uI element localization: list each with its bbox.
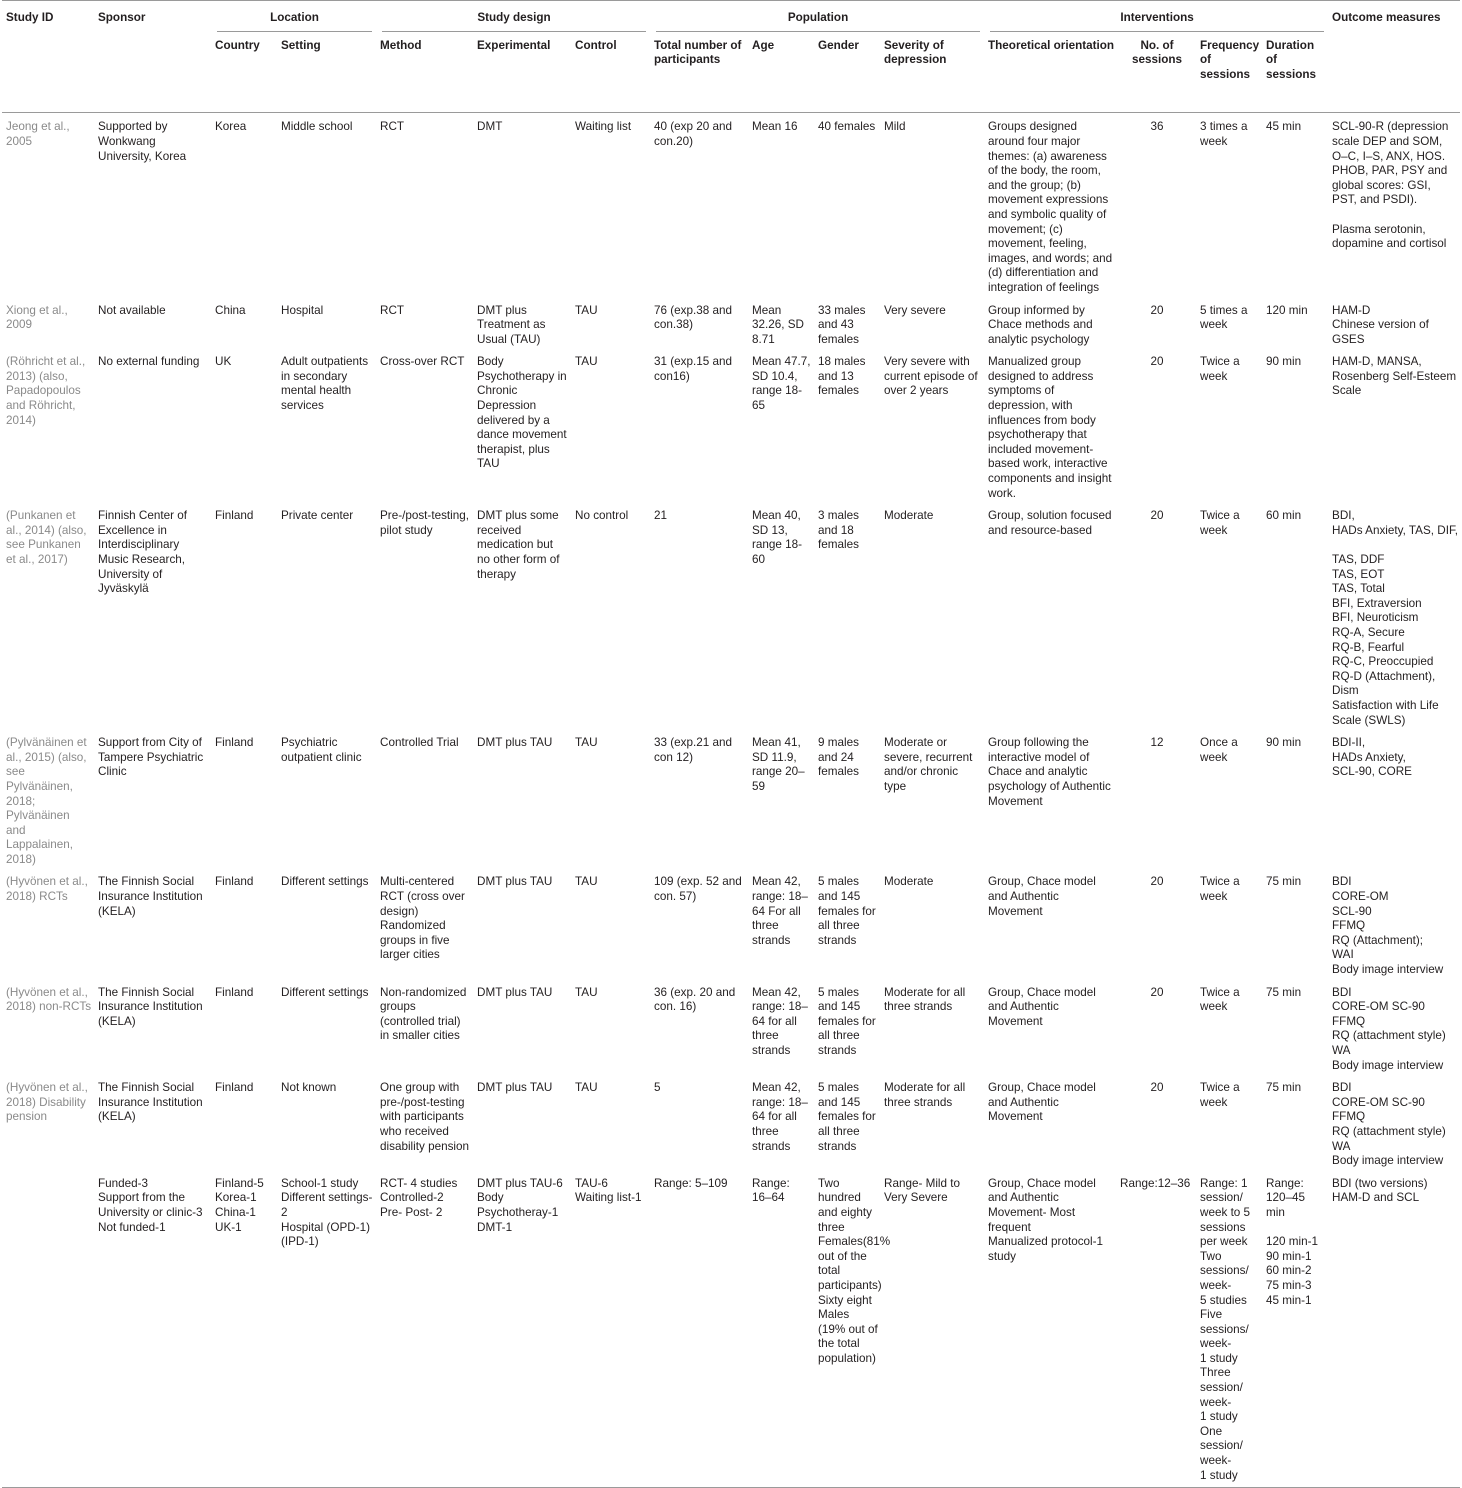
- cell-severity: Moderate or severe, recurrent and/or chronic type: [884, 736, 973, 793]
- cell-gender: 5 males and 145 females for all three strands: [818, 985, 876, 1057]
- cell-total: 5: [654, 1081, 661, 1095]
- table-row: [2, 352, 1460, 506]
- cell-control: TAU: [575, 985, 598, 999]
- cell-line: Not funded-1: [98, 1220, 166, 1234]
- header-population: Population: [650, 1, 984, 37]
- cell-severity: Mild: [884, 120, 906, 134]
- cell-duration: 75 min: [1266, 875, 1302, 889]
- cell-line: DMT plus TAU-6: [477, 1176, 563, 1190]
- cell-line: Body image interview: [1332, 963, 1444, 977]
- cell-line: Plasma serotonin, dopamine and cortisol: [1332, 222, 1447, 251]
- cell-severity: Moderate: [884, 875, 934, 889]
- cell-gender: 18 males and 13 females: [818, 355, 866, 398]
- cell-country: Finland: [215, 736, 254, 750]
- cell-sessions: 20: [1150, 303, 1164, 317]
- cell-line: Three session/ week-: [1200, 1366, 1243, 1409]
- cell-line: CORE-OM: [1332, 890, 1389, 904]
- cell-line: RQ (attachment style): [1332, 1124, 1446, 1138]
- table-row: [2, 733, 1460, 872]
- cell-country: China: [215, 303, 246, 317]
- cell-study-id: (Pylvänäinen et al., 2015) (also, see Pylvänäinen, 2018; Pylvänäinen and Lappalainen, 2018): [6, 736, 87, 866]
- cell-line: Manualized protocol-1 study: [988, 1235, 1104, 1263]
- cell-line: CORE-OM SC-90: [1332, 1000, 1425, 1014]
- cell-severity: Moderate for all three strands: [884, 1081, 966, 1109]
- cell-line: 60 min-2: [1266, 1264, 1312, 1278]
- cell-duration: 75 min: [1266, 1081, 1302, 1095]
- cell-sessions: 12: [1150, 736, 1164, 750]
- cell-duration: 90 min: [1266, 355, 1302, 369]
- header-outcome: Outcome measures: [1328, 1, 1460, 113]
- cell-setting: Different settings: [281, 985, 369, 999]
- cell-line: 90 min-1: [1266, 1249, 1312, 1263]
- cell-sponsor: The Finnish Social Insurance Institution (KELA): [98, 985, 203, 1028]
- cell-theory: Group, solution focused and resource-based: [988, 509, 1112, 537]
- cell-line: WA: [1332, 1044, 1351, 1057]
- summary-theory: [984, 1174, 1116, 1488]
- cell-line: Body Psychotheray-1: [477, 1191, 559, 1219]
- cell-line: Range: 1 session/ week to 5 sessions per week: [1200, 1176, 1251, 1249]
- cell-line: Two sessions/ week-: [1200, 1249, 1249, 1292]
- cell-study-id: (Hyvönen et al., 2018) Disability pension: [6, 1081, 88, 1124]
- cell-line: Range:12–36: [1120, 1176, 1191, 1190]
- cell-frequency: Twice a week: [1200, 875, 1240, 904]
- cell-sponsor: Supported by Wonkwang University, Korea: [98, 120, 187, 163]
- cell-outcome: [1328, 301, 1460, 353]
- cell-line: RCT- 4 studies: [380, 1176, 458, 1190]
- summary-sponsor: [94, 1174, 211, 1488]
- cell-line: RQ (attachment style): [1332, 1029, 1446, 1043]
- cell-sponsor: The Finnish Social Insurance Institution (KELA): [98, 875, 203, 918]
- cell-line: China-1: [215, 1205, 256, 1219]
- cell-line: BFI, Neuroticism: [1332, 611, 1419, 625]
- cell-line: SCL-90, CORE: [1332, 765, 1412, 779]
- cell-experimental: DMT plus some received medication but no other form of therapy: [477, 509, 560, 581]
- cell-study-id: (Röhricht et al., 2013) (also, Papadopoulos and Röhricht, 2014): [6, 355, 86, 427]
- cell-theory: Group, Chace model and Authentic Movement: [988, 875, 1096, 918]
- cell-line: BDI-II,: [1332, 736, 1366, 750]
- table-row: [2, 506, 1460, 733]
- header-gender: Gender: [814, 37, 880, 113]
- cell-line: BFI, Extraversion: [1332, 596, 1422, 610]
- header-setting: Setting: [277, 37, 376, 113]
- cell-total: 33 (exp.21 and con 12): [654, 736, 732, 764]
- table-body: [2, 113, 1460, 1488]
- cell-line: BDI,: [1332, 509, 1355, 523]
- cell-line: Chinese version of GSES: [1332, 318, 1429, 346]
- cell-experimental: DMT plus TAU: [477, 985, 553, 999]
- cell-experimental: DMT plus TAU: [477, 1081, 553, 1095]
- cell-line: RQ-C, Preoccupied: [1332, 655, 1434, 669]
- cell-duration: 60 min: [1266, 509, 1302, 523]
- cell-method: Controlled Trial: [380, 736, 459, 750]
- cell-study-id: Jeong et al., 2005: [6, 120, 70, 148]
- cell-line: [1266, 1221, 1326, 1236]
- cell-line: 45 min-1: [1266, 1293, 1312, 1307]
- cell-outcome: [1328, 733, 1460, 872]
- cell-severity: Moderate for all three strands: [884, 985, 966, 1014]
- cell-line: Controlled-2: [380, 1191, 444, 1205]
- cell-line: HAM-D: [1332, 303, 1371, 317]
- summary-method: [376, 1174, 473, 1488]
- cell-line: Range: 120–45 min: [1266, 1176, 1306, 1219]
- summary-outcome: [1328, 1174, 1460, 1488]
- cell-sessions: 20: [1150, 509, 1164, 523]
- cell-age: Mean 41, SD 11.9, range 20–59: [752, 736, 805, 793]
- cell-line: Pre- Post- 2: [380, 1205, 443, 1219]
- cell-sessions: 20: [1150, 1081, 1164, 1095]
- summary-country: [211, 1174, 277, 1488]
- cell-line: Range: 16–64: [752, 1176, 790, 1205]
- cell-line: Five sessions/ week-: [1200, 1308, 1249, 1351]
- cell-outcome: [1328, 872, 1460, 982]
- cell-line: [1332, 208, 1458, 223]
- cell-duration: 90 min: [1266, 736, 1302, 750]
- cell-method: RCT: [380, 303, 405, 317]
- cell-sessions: 20: [1150, 355, 1164, 369]
- cell-method: One group with pre-/post-testing with participants who received disability pension: [380, 1081, 470, 1153]
- studies-table: [2, 0, 1460, 1488]
- cell-sessions: 36: [1150, 120, 1164, 134]
- cell-line: [1332, 538, 1458, 553]
- cell-setting: Hospital: [281, 303, 324, 317]
- cell-outcome: [1328, 1078, 1460, 1174]
- cell-line: Korea-1: [215, 1191, 257, 1205]
- cell-setting: Private center: [281, 509, 354, 523]
- table-row: [2, 872, 1460, 982]
- cell-line: Sixty eight Males (19% out of the total population): [818, 1293, 878, 1365]
- cell-gender: 3 males and 18 females: [818, 509, 859, 552]
- cell-frequency: Twice a week: [1200, 1081, 1240, 1109]
- cell-sponsor: Support from City of Tampere Psychiatric Clinic: [98, 736, 204, 779]
- cell-experimental: DMT plus TAU: [477, 736, 553, 750]
- cell-setting: Adult outpatients in secondary mental health services: [281, 355, 369, 413]
- cell-line: RQ-A, Secure: [1332, 625, 1405, 639]
- header-sponsor: Sponsor: [94, 1, 211, 113]
- cell-line: 5 studies: [1200, 1293, 1247, 1307]
- cell-experimental: Body Psychotherapy in Chronic Depression delivered by a dance movement therapist, plus TAU: [477, 355, 567, 471]
- cell-severity: Very severe: [884, 303, 946, 317]
- header-study-design: Study design: [376, 1, 650, 37]
- cell-line: Finland-5: [215, 1176, 264, 1190]
- cell-line: SCL-90-R (depression scale DEP and SOM, O–C, I–S, ANX, HOS. PHOB, PAR, PSY and global scores: GSI, PST, and PSDI).: [1332, 120, 1449, 207]
- cell-gender: 9 males and 24 females: [818, 736, 859, 779]
- cell-outcome: [1328, 506, 1460, 733]
- table-row: [2, 983, 1460, 1079]
- cell-sessions: 20: [1150, 985, 1164, 999]
- header-experimental: Experimental: [473, 37, 571, 113]
- cell-study-id: (Punkanen et al., 2014) (also, see Punkanen et al., 2017): [6, 509, 87, 566]
- cell-duration: 75 min: [1266, 985, 1302, 999]
- cell-control: Waiting list: [575, 120, 632, 134]
- cell-control: TAU: [575, 736, 598, 750]
- cell-line: FFMQ: [1332, 1110, 1366, 1124]
- cell-control: No control: [575, 509, 629, 523]
- cell-line: 120 min-1: [1266, 1235, 1319, 1249]
- cell-theory: Group, Chace model and Authentic Movement: [988, 1081, 1096, 1124]
- header-control: Control: [571, 37, 650, 113]
- cell-line: Different settings-2: [281, 1191, 373, 1219]
- header-method: Method: [376, 37, 473, 113]
- cell-country: Finland: [215, 985, 254, 999]
- header-sessions: No. of sessions: [1116, 37, 1196, 113]
- cell-sponsor: No external funding: [98, 355, 200, 369]
- cell-line: Body image interview: [1332, 1154, 1444, 1168]
- summary-row: [2, 1174, 1460, 1488]
- cell-line: Waiting list-1: [575, 1191, 642, 1205]
- cell-total: 109 (exp. 52 and con. 57): [654, 875, 742, 904]
- header-duration: Duration of sessions: [1262, 37, 1328, 113]
- cell-line: Hospital (OPD-1) (IPD-1): [281, 1220, 370, 1249]
- summary-age: [748, 1174, 814, 1488]
- cell-line: FFMQ: [1332, 919, 1366, 933]
- cell-line: SCL-90: [1332, 904, 1372, 918]
- cell-outcome: [1328, 113, 1460, 301]
- cell-method: Multi-centered RCT (cross over design) Randomized groups in five larger cities: [380, 875, 465, 962]
- summary-study-id: [2, 1174, 94, 1488]
- cell-frequency: Twice a week: [1200, 509, 1240, 537]
- cell-experimental: DMT plus Treatment as Usual (TAU): [477, 303, 546, 346]
- cell-gender: 33 males and 43 females: [818, 303, 866, 346]
- cell-age: Mean 40, SD 13, range 18-60: [752, 509, 803, 566]
- cell-total: 21: [654, 509, 668, 523]
- cell-sessions: 20: [1150, 875, 1164, 889]
- cell-line: BDI (two versions): [1332, 1176, 1428, 1190]
- cell-line: Body image interview: [1332, 1058, 1444, 1072]
- cell-duration: 120 min: [1266, 303, 1308, 317]
- cell-line: DMT-1: [477, 1220, 513, 1234]
- cell-age: Mean 32.26, SD 8.71: [752, 303, 804, 346]
- cell-control: TAU: [575, 1081, 598, 1095]
- header-frequency: Frequency of sessions: [1196, 37, 1262, 113]
- cell-control: TAU: [575, 875, 598, 889]
- cell-line: Range- Mild to Very Severe: [884, 1176, 961, 1205]
- table-row: [2, 1078, 1460, 1174]
- cell-line: 1 study: [1200, 1468, 1238, 1482]
- cell-study-id: Xiong et al., 2009: [6, 303, 68, 332]
- cell-line: WAI: [1332, 948, 1354, 962]
- header-location: Location: [211, 1, 376, 37]
- cell-sponsor: Finnish Center of Excellence in Interdisciplinary Music Research, University of Jyväskylä: [98, 509, 187, 596]
- cell-line: Two hundred and eighty three Females(81% out of the total participants): [818, 1176, 891, 1292]
- cell-total: 76 (exp.38 and con.38): [654, 303, 732, 332]
- cell-country: UK: [215, 355, 232, 369]
- cell-line: Range: 5–109: [654, 1176, 728, 1190]
- cell-setting: Not known: [281, 1081, 337, 1095]
- table-row: [2, 301, 1460, 353]
- cell-line: Funded-3: [98, 1176, 149, 1190]
- cell-setting: Psychiatric outpatient clinic: [281, 736, 362, 764]
- cell-experimental: DMT plus TAU: [477, 875, 553, 889]
- cell-frequency: Twice a week: [1200, 985, 1240, 1014]
- cell-theory: Group informed by Chace methods and analytic psychology: [988, 303, 1093, 346]
- cell-gender: 40 females: [818, 120, 876, 134]
- cell-method: RCT: [380, 120, 405, 134]
- cell-line: WA: [1332, 1139, 1351, 1153]
- summary-frequency: [1196, 1174, 1262, 1488]
- cell-method: Cross-over RCT: [380, 355, 465, 369]
- header-severity: Severity of depression: [880, 37, 984, 113]
- cell-method: Pre-/post-testing, pilot study: [380, 509, 470, 537]
- cell-line: HADs Anxiety,: [1332, 750, 1406, 764]
- header-interventions: Interventions: [984, 1, 1328, 37]
- cell-theory: Group, Chace model and Authentic Movement: [988, 985, 1096, 1028]
- cell-frequency: 5 times a week: [1200, 303, 1248, 332]
- cell-setting: Middle school: [281, 120, 353, 134]
- cell-line: Satisfaction with Life Scale (SWLS): [1332, 698, 1439, 727]
- cell-frequency: Once a week: [1200, 736, 1238, 764]
- cell-line: TAS, EOT: [1332, 567, 1385, 581]
- cell-experimental: DMT: [477, 120, 503, 134]
- table-row: [2, 113, 1460, 301]
- cell-line: CORE-OM SC-90: [1332, 1095, 1425, 1109]
- header-age: Age: [748, 37, 814, 113]
- cell-total: 31 (exp.15 and con16): [654, 355, 732, 383]
- cell-sponsor: Not available: [98, 303, 166, 317]
- cell-gender: 5 males and 145 females for all three strands: [818, 1081, 876, 1153]
- cell-line: 1 study: [1200, 1410, 1238, 1424]
- summary-control: [571, 1174, 650, 1488]
- cell-theory: Groups designed around four major themes: (a) awareness of the body, the room, and the group; (b) movement expressions and symbolic quality of movement; (c) movement, feeling, images, and words; and (d) differentiation and integration of feelings: [988, 120, 1113, 294]
- cell-line: RQ-D (Attachment), Dism: [1332, 669, 1436, 698]
- cell-country: Finland: [215, 1081, 254, 1095]
- cell-control: TAU: [575, 303, 598, 317]
- cell-age: Mean 47.7, SD 10.4, range 18-65: [752, 355, 811, 413]
- cell-study-id: (Hyvönen et al., 2018) non-RCTs: [6, 985, 92, 1014]
- cell-setting: Different settings: [281, 875, 369, 889]
- cell-line: BDI: [1332, 1081, 1352, 1095]
- cell-line: HAM-D and SCL: [1332, 1191, 1420, 1205]
- cell-line: 1 study: [1200, 1351, 1238, 1365]
- cell-frequency: Twice a week: [1200, 355, 1240, 383]
- cell-line: 75 min-3: [1266, 1278, 1312, 1292]
- summary-experimental: [473, 1174, 571, 1488]
- cell-line: RQ (Attachment);: [1332, 933, 1423, 947]
- cell-line: TAU-6: [575, 1176, 608, 1190]
- summary-duration: [1262, 1174, 1328, 1488]
- summary-gender: [814, 1174, 891, 1488]
- cell-frequency: 3 times a week: [1200, 120, 1248, 148]
- cell-total: 36 (exp. 20 and con. 16): [654, 985, 736, 1014]
- summary-severity: [880, 1174, 984, 1488]
- cell-line: TAS, DDF: [1332, 553, 1385, 566]
- summary-total: [650, 1174, 748, 1488]
- cell-control: TAU: [575, 355, 598, 369]
- cell-country: Finland: [215, 875, 254, 889]
- cell-line: HAM-D, MANSA, Rosenberg Self-Esteem Scale: [1332, 355, 1457, 398]
- header-total: Total number of participants: [650, 37, 748, 113]
- cell-line: FFMQ: [1332, 1014, 1366, 1028]
- cell-duration: 45 min: [1266, 120, 1302, 134]
- cell-outcome: [1328, 983, 1460, 1079]
- cell-country: Finland: [215, 509, 254, 523]
- cell-line: RQ-B, Fearful: [1332, 640, 1405, 654]
- cell-line: Support from the University or clinic-3: [98, 1191, 203, 1219]
- header-country: Country: [211, 37, 277, 113]
- header-study-id: Study ID: [2, 1, 94, 113]
- cell-study-id: (Hyvönen et al., 2018) RCTs: [6, 875, 88, 904]
- cell-line: One session/ week-: [1200, 1424, 1243, 1468]
- summary-sessions: [1116, 1174, 1196, 1488]
- cell-gender: 5 males and 145 females for all three strands: [818, 875, 876, 947]
- cell-line: TAS, Total: [1332, 582, 1385, 596]
- cell-age: Mean 42, range: 18–64 For all three strands: [752, 875, 808, 947]
- cell-line: HADs Anxiety, TAS, DIF,: [1332, 523, 1459, 537]
- cell-theory: Manualized group designed to address symptoms of depression, with influences from body psychotherapy that included movement-based work, interactive components and insight work.: [988, 355, 1112, 500]
- cell-line: School-1 study: [281, 1176, 359, 1190]
- cell-line: UK-1: [215, 1220, 242, 1234]
- summary-setting: [277, 1174, 376, 1488]
- cell-age: Mean 42, range: 18–64 for all three strands: [752, 985, 808, 1057]
- cell-sponsor: The Finnish Social Insurance Institution (KELA): [98, 1081, 203, 1124]
- cell-age: Mean 42, range: 18–64 for all three strands: [752, 1081, 808, 1153]
- cell-theory: Group following the interactive model of Chace and analytic psychology of Authentic Movement: [988, 736, 1111, 808]
- cell-outcome: [1328, 352, 1460, 506]
- cell-line: BDI: [1332, 985, 1352, 999]
- cell-severity: Moderate: [884, 509, 934, 523]
- cell-severity: Very severe with current episode of over 2 years: [884, 355, 978, 398]
- header-theory: Theoretical orientation: [984, 37, 1116, 113]
- cell-line: Group, Chace model and Authentic Movement- Most frequent: [988, 1176, 1096, 1234]
- cell-age: Mean 16: [752, 120, 798, 134]
- cell-total: 40 (exp 20 and con.20): [654, 120, 732, 148]
- cell-line: BDI: [1332, 875, 1352, 889]
- cell-country: Korea: [215, 120, 247, 134]
- cell-method: Non-randomized groups (controlled trial) in smaller cities: [380, 985, 467, 1043]
